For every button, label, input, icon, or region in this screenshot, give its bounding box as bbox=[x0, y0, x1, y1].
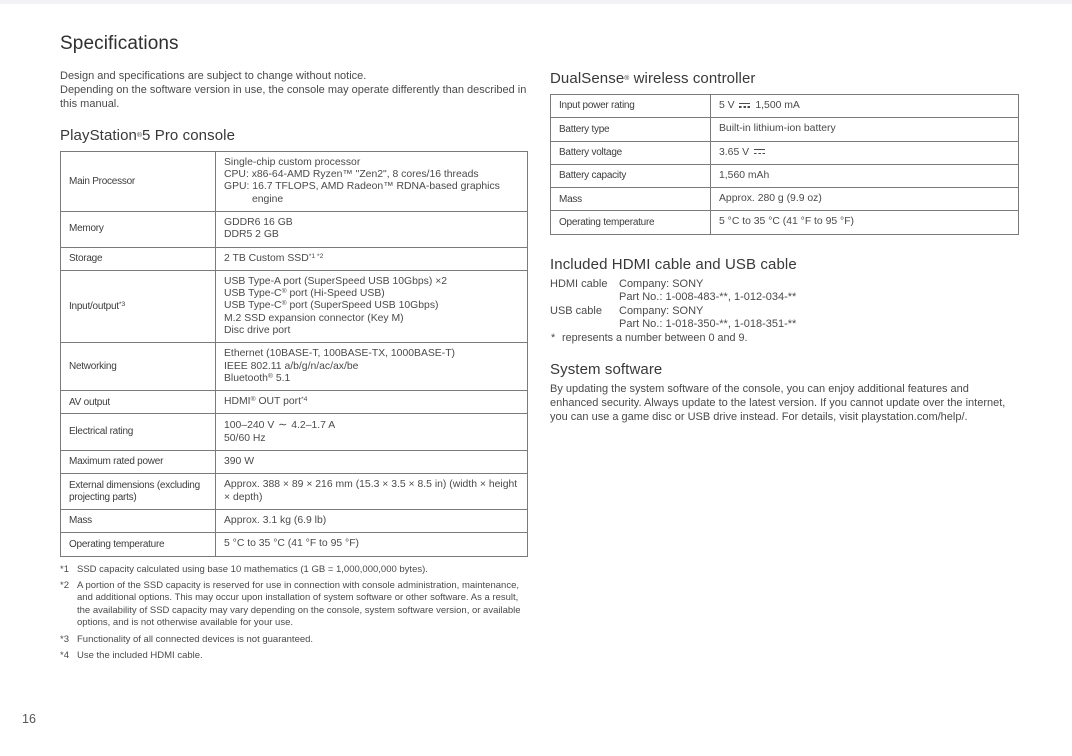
left-column bbox=[60, 33, 528, 666]
page-number: 16 bbox=[22, 712, 36, 726]
cable-item-details bbox=[619, 278, 1019, 305]
cables-footnote-marker: * bbox=[551, 332, 556, 345]
spec-value-line: CPU: x86-64-AMD Ryzen™ "Zen2", 8 cores/16 threads bbox=[224, 169, 479, 181]
spec-row-value bbox=[711, 95, 1019, 118]
spec-value-line: 390 W bbox=[224, 456, 255, 468]
footnote-text: A portion of the SSD capacity is reserved for use in connection with console administration, maintenance, and additional options. This may occur upon installation of system software or other software. As a result, the availability of SSD capacity may vary depending on the console, system software version, or available options, and is not otherwise available for your use. bbox=[77, 579, 521, 629]
spec-row-label: Storage bbox=[61, 247, 216, 270]
dc-power-symbol-icon bbox=[754, 148, 765, 156]
spec-row-value bbox=[216, 247, 528, 270]
spec-row bbox=[61, 414, 528, 451]
spec-row-label: Battery capacity bbox=[551, 164, 711, 187]
console-footnotes bbox=[60, 564, 528, 663]
spec-value-line: USB Type-C® port (SuperSpeed USB 10Gbps) bbox=[224, 300, 439, 312]
spec-value-line: HDMI® OUT port$^{*4}$ bbox=[224, 396, 308, 408]
superscript-marker: ® bbox=[267, 372, 273, 380]
spec-row-value bbox=[216, 151, 528, 211]
spec-row bbox=[551, 95, 1019, 118]
spec-row-value bbox=[711, 141, 1019, 164]
cables-footnote bbox=[550, 332, 1019, 345]
spec-row-value bbox=[216, 533, 528, 556]
cable-item bbox=[550, 278, 1019, 305]
console-spec-table bbox=[60, 151, 528, 557]
console-section-heading: PlayStation®5 Pro console bbox=[60, 126, 236, 144]
spec-row-value bbox=[216, 451, 528, 474]
spec-row-label: Maximum rated power bbox=[61, 451, 216, 474]
cable-detail-line: Company: SONY bbox=[619, 304, 704, 317]
footnote-item bbox=[60, 634, 528, 647]
spec-row bbox=[61, 474, 528, 510]
spec-row-label: Memory bbox=[61, 211, 216, 247]
cable-item bbox=[550, 305, 1019, 332]
spec-row bbox=[61, 391, 528, 414]
superscript-marker: *4 bbox=[301, 396, 308, 404]
spec-row bbox=[551, 188, 1019, 211]
cables-footnote-text: represents a number between 0 and 9. bbox=[562, 332, 748, 345]
controller-spec-table bbox=[550, 94, 1019, 235]
spec-row bbox=[61, 451, 528, 474]
spec-row-value bbox=[216, 343, 528, 391]
spec-row-label: Operating temperature bbox=[551, 211, 711, 234]
spec-value-line: M.2 SSD expansion connector (Key M) bbox=[224, 312, 404, 324]
dc-power-symbol-icon bbox=[739, 101, 750, 109]
spec-row-label: Electrical rating bbox=[61, 414, 216, 451]
spec-row-value bbox=[711, 164, 1019, 187]
cable-detail-line: Company: SONY bbox=[619, 277, 704, 290]
spec-row bbox=[551, 141, 1019, 164]
spec-value-line: Built-in lithium-ion battery bbox=[719, 123, 836, 135]
spec-value-line: Disc drive port bbox=[224, 324, 291, 336]
spec-row bbox=[61, 533, 528, 556]
spec-row bbox=[61, 151, 528, 211]
footnote-text: SSD capacity calculated using base 10 mathematics (1 GB = 1,000,000,000 bytes). bbox=[77, 563, 428, 575]
spec-row bbox=[61, 247, 528, 270]
spec-value-line: Approx. 388 × 89 × 216 mm (15.3 × 3.5 × 8.5 in) (width × height × depth) bbox=[224, 479, 518, 503]
system-software-body: By updating the system software of the console, you can enjoy additional features and enhanced security. Always update to the latest version. If you cannot update over the internet, you can use a game disc or USB drive instead. For details, visit playstation.com/help/. bbox=[550, 383, 1006, 424]
spec-value-line: 5 V 1,500 mA bbox=[719, 100, 800, 111]
spec-value-line: 2 TB Custom $SSD^{*1 *2}$ bbox=[224, 252, 324, 264]
spec-value-line: DDR5 2 GB bbox=[224, 229, 279, 241]
intro-line-2: Depending on the software version in use, the console may operate differently than described in this manual. bbox=[60, 83, 527, 110]
spec-row-label: AV output bbox=[61, 391, 216, 414]
spec-row-label: Input/output$^{*3}$ bbox=[61, 270, 216, 342]
intro-paragraph bbox=[60, 70, 528, 112]
spec-row-label: Input power rating bbox=[551, 95, 711, 118]
page-title: Specifications bbox=[60, 33, 179, 54]
superscript-marker: ® bbox=[624, 75, 630, 82]
spec-value-line: USB Type-C® port (Hi-Speed USB) bbox=[224, 288, 385, 300]
spec-value-line: GDDR6 16 GB bbox=[224, 216, 293, 228]
spec-row-label: Main Processor bbox=[61, 151, 216, 211]
spec-value-line: 100–240 V ∼ 4.2–1.7 A bbox=[224, 418, 336, 432]
superscript-marker: ® bbox=[281, 300, 287, 308]
spec-row-label: Operating temperature bbox=[61, 533, 216, 556]
ac-power-symbol-icon: ∼ bbox=[278, 418, 288, 432]
spec-value-line: 50/60 Hz bbox=[224, 432, 266, 444]
cables-list bbox=[550, 278, 1019, 332]
cable-detail-line: Part No.: 1-008-483-**, 1-012-034-** bbox=[619, 291, 797, 304]
spec-row-value bbox=[711, 188, 1019, 211]
spec-value-line: Approx. 280 g (9.9 oz) bbox=[719, 193, 822, 205]
spec-row bbox=[61, 509, 528, 532]
spec-value-line: USB Type-A port (SuperSpeed USB 10Gbps) ×2 bbox=[224, 275, 448, 287]
footnote-marker: *4 bbox=[60, 649, 69, 661]
spec-value-line: engine bbox=[252, 193, 284, 205]
spec-row bbox=[61, 270, 528, 342]
superscript-marker: ® bbox=[250, 396, 256, 404]
spec-row-label: Battery type bbox=[551, 118, 711, 141]
spec-value-line: 5 °C to 35 °C (41 °F to 95 °F) bbox=[224, 538, 360, 550]
footnote-text: Use the included HDMI cable. bbox=[77, 649, 203, 661]
spec-row-value bbox=[216, 211, 528, 247]
footnote-marker: *1 bbox=[60, 563, 69, 575]
spec-row-value bbox=[216, 509, 528, 532]
spec-row bbox=[551, 118, 1019, 141]
spec-row bbox=[61, 211, 528, 247]
spec-row bbox=[551, 211, 1019, 234]
spec-row-value bbox=[216, 391, 528, 414]
footnote-marker: *2 bbox=[60, 579, 69, 591]
footnote-item bbox=[60, 650, 528, 663]
footnote-marker: *3 bbox=[60, 633, 69, 645]
spec-row-value bbox=[711, 118, 1019, 141]
right-column bbox=[550, 70, 1019, 425]
cable-item-label: HDMI cable bbox=[550, 277, 608, 290]
spec-value-line: Approx. 3.1 kg (6.9 lb) bbox=[224, 514, 327, 526]
controller-section-heading: DualSense® wireless controller bbox=[550, 70, 756, 87]
spec-row-label: Networking bbox=[61, 343, 216, 391]
system-software-heading: System software bbox=[550, 361, 663, 379]
intro-line-1: Design and specifications are subject to change without notice. bbox=[60, 70, 367, 82]
spec-row-label: External dimensions (excluding projecting parts) bbox=[61, 474, 216, 510]
spec-row-label: Mass bbox=[551, 188, 711, 211]
cable-detail-line: Part No.: 1-018-350-**, 1-018-351-** bbox=[619, 318, 797, 330]
spec-value-line: 1,560 mAh bbox=[719, 169, 770, 181]
superscript-marker: ® bbox=[136, 131, 142, 139]
spec-value-line: Bluetooth® 5.1 bbox=[224, 372, 291, 384]
superscript-marker: ® bbox=[281, 288, 287, 296]
spec-value-line: GPU: 16.7 TFLOPS, AMD Radeon™ RDNA-based graphics bbox=[224, 181, 500, 193]
spec-row bbox=[61, 343, 528, 391]
cable-item-details bbox=[619, 305, 1019, 332]
footnote-item bbox=[60, 564, 528, 577]
page-top-strip bbox=[0, 0, 1072, 4]
spec-value-line: Single-chip custom processor bbox=[224, 156, 361, 168]
cable-item-label: USB cable bbox=[550, 304, 602, 317]
spec-row-value bbox=[711, 211, 1019, 234]
spec-row-label: Battery voltage bbox=[551, 141, 711, 164]
spec-row-value bbox=[216, 414, 528, 451]
spec-row-value bbox=[216, 270, 528, 342]
spec-value-line: IEEE 802.11 a/b/g/n/ac/ax/be bbox=[224, 360, 359, 372]
superscript-marker: *3 bbox=[118, 300, 126, 308]
footnote-text: Functionality of all connected devices is not guaranteed. bbox=[77, 633, 314, 645]
superscript-marker: *1 *2 bbox=[308, 252, 324, 260]
spec-value-line: 3.65 V bbox=[719, 147, 1010, 159]
spec-value-line: 5 °C to 35 °C (41 °F to 95 °F) bbox=[719, 216, 855, 228]
spec-row-label: Mass bbox=[61, 509, 216, 532]
cables-section-heading: Included HDMI cable and USB cable bbox=[550, 255, 797, 273]
spec-row-value bbox=[216, 474, 528, 510]
footnote-item bbox=[60, 580, 528, 630]
spec-row bbox=[551, 164, 1019, 187]
spec-value-line: Ethernet (10BASE-T, 100BASE-TX, 1000BASE-T) bbox=[224, 348, 456, 360]
